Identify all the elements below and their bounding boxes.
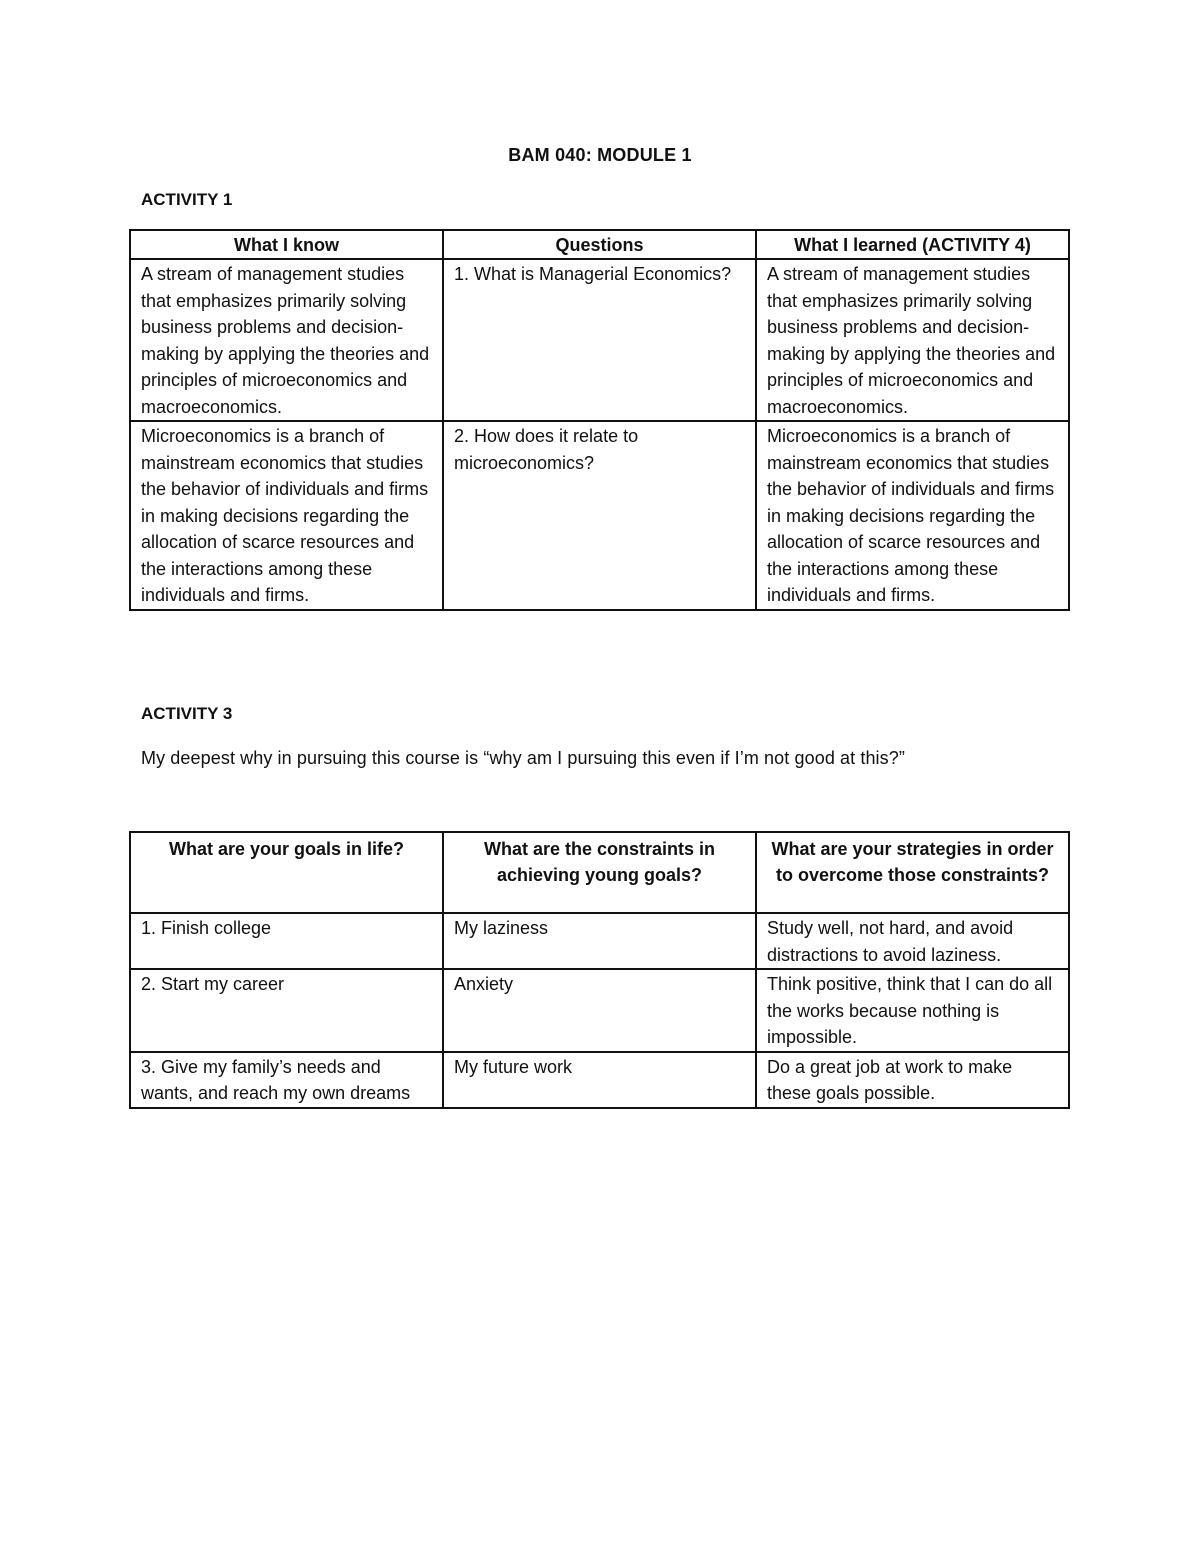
column-header-what-i-learned: What I learned (ACTIVITY 4) bbox=[756, 230, 1069, 259]
goals-table bbox=[129, 831, 1070, 1109]
column-header-strategies: What are your strategies in order to overcome those constraints? bbox=[756, 832, 1069, 913]
learned-cell: Microeconomics is a branch of mainstream economics that studies the behavior of individuals and firms in making decisions regarding the allocation of scarce resources and the interactions among these individuals and firms. bbox=[756, 421, 1069, 610]
column-header-questions: Questions bbox=[443, 230, 756, 259]
strategy-cell: Study well, not hard, and avoid distractions to avoid laziness. bbox=[756, 913, 1069, 969]
kwl-table bbox=[129, 229, 1070, 611]
table-row bbox=[130, 913, 1069, 969]
know-cell: A stream of management studies that emphasizes primarily solving business problems and decision-making by applying the theories and principles of microeconomics and macroeconomics. bbox=[130, 259, 443, 421]
learned-cell: A stream of management studies that emphasizes primarily solving business problems and decision-making by applying the theories and principles of microeconomics and macroeconomics. bbox=[756, 259, 1069, 421]
activity-1-heading: ACTIVITY 1 bbox=[141, 190, 233, 209]
column-header-constraints: What are the constraints in achieving young goals? bbox=[443, 832, 756, 913]
goal-cell: 3. Give my family’s needs and wants, and reach my own dreams bbox=[130, 1052, 443, 1108]
strategy-cell: Do a great job at work to make these goals possible. bbox=[756, 1052, 1069, 1108]
constraint-cell: Anxiety bbox=[443, 969, 756, 1052]
constraint-cell: My future work bbox=[443, 1052, 756, 1108]
table-row bbox=[130, 969, 1069, 1052]
question-cell: 2. How does it relate to microeconomics? bbox=[443, 421, 756, 610]
table-header-row bbox=[130, 832, 1069, 913]
column-header-goals: What are your goals in life? bbox=[130, 832, 443, 913]
page-title: BAM 040: MODULE 1 bbox=[508, 145, 692, 165]
goal-cell: 2. Start my career bbox=[130, 969, 443, 1052]
column-header-what-i-know: What I know bbox=[130, 230, 443, 259]
know-cell: Microeconomics is a branch of mainstream economics that studies the behavior of individuals and firms in making decisions regarding the allocation of scarce resources and the interactions among these individuals and firms. bbox=[130, 421, 443, 610]
table-row bbox=[130, 259, 1069, 421]
table-row bbox=[130, 1052, 1069, 1108]
goal-cell: 1. Finish college bbox=[130, 913, 443, 969]
table-row bbox=[130, 421, 1069, 610]
deepest-why-statement: My deepest why in pursuing this course is “why am I pursuing this even if I’m not good at this?” bbox=[141, 748, 905, 768]
activity-3-heading: ACTIVITY 3 bbox=[141, 704, 233, 723]
table-header-row bbox=[130, 230, 1069, 259]
constraint-cell: My laziness bbox=[443, 913, 756, 969]
strategy-cell: Think positive, think that I can do all the works because nothing is impossible. bbox=[756, 969, 1069, 1052]
question-cell: 1. What is Managerial Economics? bbox=[443, 259, 756, 421]
